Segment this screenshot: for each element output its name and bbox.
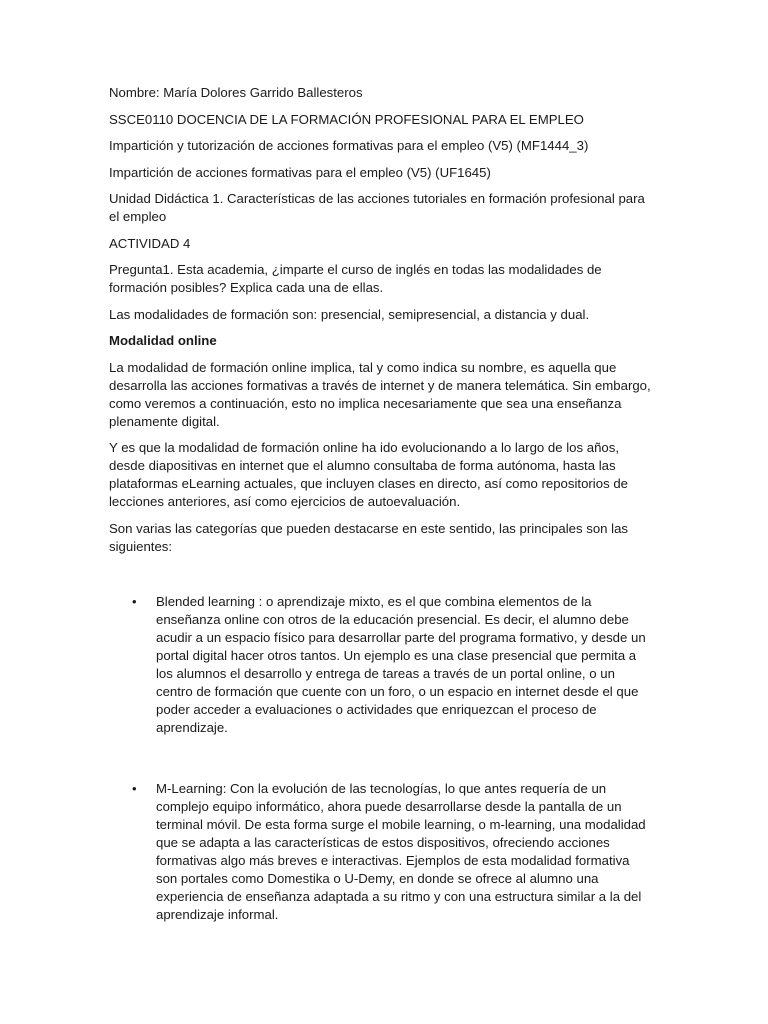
bullet-icon: • <box>132 780 137 796</box>
activity-title: ACTIVIDAD 4 <box>109 235 191 251</box>
modalities-intro: Las modalidades de formación son: presencial, semipresencial, a distancia y dual. <box>109 306 590 322</box>
paragraph-online-evolution: Y es que la modalidad de formación online ha ido evolucionando a lo largo de los años, desde diapositivas en internet que el alumno consultaba de forma autónoma, hasta las plataformas eLearning actuales, que incluyen clases en directo, así como repositorios de lecciones anteriores, así como ejercicios de autoevaluación. <box>109 440 629 509</box>
list-item-text: Blended learning : o aprendizaje mixto, es el que combina elementos de la enseñanza online con otros de la educación presencial. Es decir, el alumno debe acudir a un espacio físico para desarrollar parte del programa formativo, y desde un portal digital hacer otros tantos. Un ejemplo es una clase presencial que permita a los alumnos el desarrollo y entrega de tareas a través de un portal online, o un centro de formación que cuente con un foro, o un espacio en internet desde el que poder acceder a evaluaciones o actividades que enriquezcan el proceso de aprendizaje. <box>156 593 646 735</box>
document-body <box>109 84 654 924</box>
categories-list <box>109 593 654 924</box>
list-item-blended-learning <box>109 593 654 737</box>
course-title: SSCE0110 DOCENCIA DE LA FORMACIÓN PROFESIONAL PARA EL EMPLEO <box>109 111 584 127</box>
module-title: Impartición y tutorización de acciones formativas para el empleo (V5) (MF1444_3) <box>109 138 589 153</box>
paragraph-online-definition: La modalidad de formación online implica, tal y como indica su nombre, es aquella que desarrolla las acciones formativas a través de internet y de manera telemática. Sin embargo, como veremos a continuación, esto no implica necesariamente que sea una enseñanza plenamente digital. <box>109 359 651 429</box>
training-unit-title: Impartición de acciones formativas para el empleo (V5) (UF1645) <box>109 164 491 180</box>
section-heading: Modalidad online <box>109 333 217 348</box>
question-text: Pregunta1. Esta academia, ¿imparte el curso de inglés en todas las modalidades de formación posibles? Explica cada una de ellas. <box>109 262 602 295</box>
paragraph-categories-intro: Son varias las categorías que pueden destacarse en este sentido, las principales son las siguientes: <box>109 520 629 554</box>
bullet-icon: • <box>132 593 137 609</box>
student-name: Nombre: María Dolores Garrido Ballesteros <box>109 85 363 100</box>
list-item-m-learning <box>109 780 654 924</box>
list-item-text: M-Learning: Con la evolución de las tecnologías, lo que antes requería de un complejo equipo informático, ahora puede desarrollarse desde la pantalla de un terminal móvil. De esta forma surge el mobile learning, o m-learning, una modalidad que se adapta a las características de estos dispositivos, ofreciendo acciones formativas algo más breves e interactivas. Ejemplos de esta modalidad formativa son portales como Domestika o U-Demy, en donde se ofrece al alumno una experiencia de enseñanza adaptada a su ritmo y con una estructura similar a la del aprendizaje informal. <box>156 780 646 922</box>
didactic-unit-title: Unidad Didáctica 1. Características de las acciones tutoriales en formación profesional para el empleo <box>109 191 645 224</box>
